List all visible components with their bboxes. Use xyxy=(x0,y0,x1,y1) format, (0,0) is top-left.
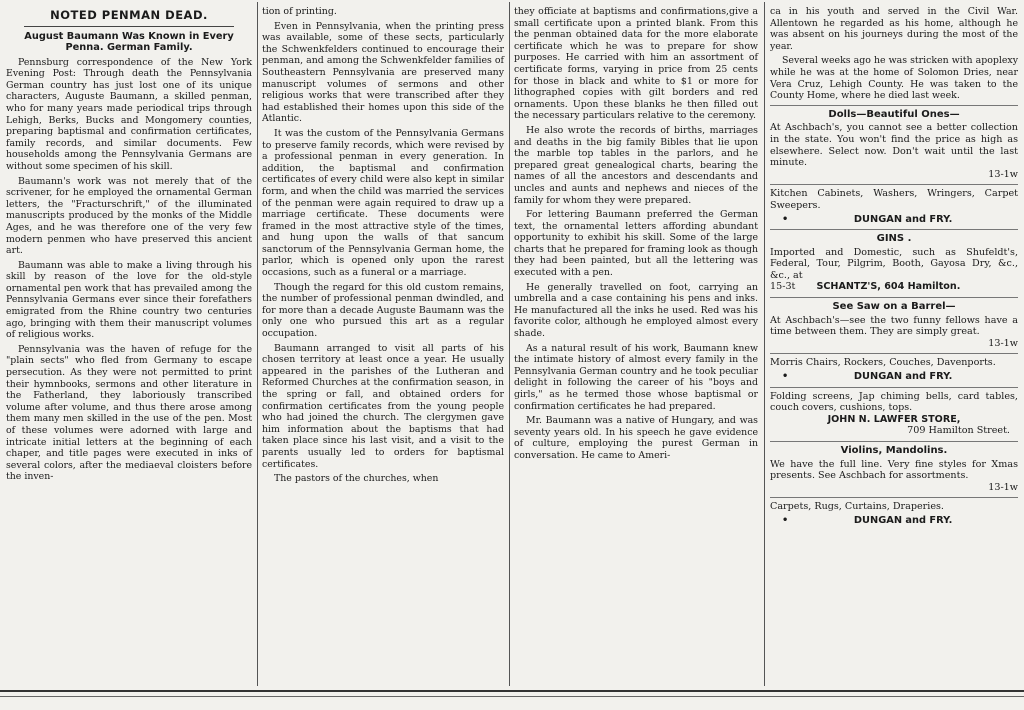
article-headline: NOTED PENMAN DEAD. xyxy=(50,8,208,22)
article-paragraph: they officiate at baptisms and confirmations,give a small certificate upon a printed blank. From this the penman obtained data for the more elaborate certificate which he was to prepare for show purposes. He carried with him an assortment of certificate forms, varying in price from 25 cents for those in black and white to $1 or more for lithographed copies with gilt borders and red ornaments. Upon these blanks he then filled out the necessary particulars relative to the ceremony. xyxy=(514,6,758,122)
ad-code: 13-1w xyxy=(988,481,1018,493)
ad-gins xyxy=(770,230,1018,298)
ad-signature xyxy=(770,371,1018,383)
article-paragraph: As a natural result of his work, Baumann knew the intimate history of almost every family in the Pennsylvania German country and he took peculiar delight in following the career of his "boys and girls," as he termed those whose baptismal or confirmation certificates he had prepared. xyxy=(514,342,758,412)
ad-text: We have the full line. Very fine styles for Xmas presents. See Aschbach for assortments. xyxy=(770,458,1018,482)
article-paragraph: Even in Pennsylvania, when the printing press was available, some of these sects, particularly the Schwenkfelders continued to encourage their penman, and among the Schwenkfelder families of Southeastern Pennsylvania are preserved many manuscript volumes of sermons and other religious works that were transcribed after they had established their homes upon this side of the Atlantic. xyxy=(262,20,504,125)
ad-morris xyxy=(770,354,1018,387)
article-paragraph: Baumann's work was not merely that of the scrivener, for he employed the ornamental German letters, the "Fracturschrift," of the illuminated manuscripts produced by the monks of the Middle Ages, and he was therefore one of the very few modern penmen who have preserved this ancient art. xyxy=(6,175,252,257)
ad-text: Imported and Domestic, such as Shufeldt's, Federal, Tour, Pilgrim, Booth, Gayosa Dry, &c., &c., at xyxy=(770,246,1018,281)
page-bottom-rule-thin xyxy=(0,696,1024,697)
article-paragraph: Several weeks ago he was stricken with apoplexy while he was at the home of Solomon Dries, near Vera Cruz, Lehigh County. He was taken to the County Home, where he died last week. xyxy=(770,55,1018,102)
ad-signature xyxy=(770,214,1018,226)
ad-carpets xyxy=(770,498,1018,530)
ad-store: JOHN N. LAWFER STORE, xyxy=(827,413,961,425)
ad-code: 13-1w xyxy=(988,337,1018,349)
ad-text: At Aschbach's—see the two funny fellows have a time between them. They are simply great. xyxy=(770,314,1018,338)
page-bottom-rule xyxy=(0,690,1024,692)
article-paragraph: For lettering Baumann preferred the German text, the ornamental letters affording abundant opportunity to exhibit his skill. Some of the large charts that he prepared for framing look as though they had been painted, but all the lettering was executed with a pen. xyxy=(514,209,758,279)
ad-store: SCHANTZ'S, 604 Hamilton. xyxy=(816,281,961,293)
ad-code: 13-1w xyxy=(988,168,1018,180)
ad-text: At Aschbach's, you cannot see a better collection in the state. You won't find the price as high as elsewhere. Select now. Don't wait until the last minute. xyxy=(770,122,1018,169)
article-paragraph: Pennsburg correspondence of the New York Evening Post: Through death the Pennsylvania German country has just lost one of its unique characters, Auguste Baumann, a skilled penman, who for many years made periodical trips through Lehigh, Berks, Bucks and Mongomery counties, preparing baptismal and confirmation certificates, family records, and similar documents. Few households among the Pennsylvania Germans are without some specimen of his skill. xyxy=(6,56,252,172)
article-paragraph: Baumann arranged to visit all parts of his chosen territory at least once a year. He usually appeared in the parishes of the Lutheran and Reformed Churches at the confirmation season, in the spring or fall, and obtained orders for confirmation certificates from the young people who had joined the church. The clergymen gave him information about the baptisms that had taken place since his last visit, and a visit to the parents usually led to orders for baptismal certificates. xyxy=(262,342,504,470)
column-rule xyxy=(764,2,765,686)
ad-signature-text: DUNGAN and FRY. xyxy=(853,371,953,383)
article-column-2 xyxy=(258,6,508,686)
ad-text: Kitchen Cabinets, Washers, Wringers, Carpet Sweepers. xyxy=(770,188,1018,211)
ad-signature xyxy=(770,515,1018,527)
ad-text: Carpets, Rugs, Curtains, Draperies. xyxy=(770,501,944,513)
article-column-3 xyxy=(510,6,762,686)
article-subhead: August Baumann Was Known in Every Penna. German Family. xyxy=(24,30,234,54)
article-paragraph: He generally travelled on foot, carrying an umbrella and a case containing his pens and inks. He manufactured all the inks he used. Red was his favorite color, although he employed almost every shade. xyxy=(514,281,758,340)
ad-kitchen xyxy=(770,185,1018,230)
ad-title: Dolls—Beautiful Ones— xyxy=(828,108,960,120)
article-paragraph: tion of printing. xyxy=(262,6,337,17)
bullet-icon: • xyxy=(782,371,789,383)
headline-rule xyxy=(24,26,234,27)
ad-title: See Saw on a Barrel— xyxy=(832,301,956,313)
bullet-icon: • xyxy=(782,213,789,225)
ad-text: Morris Chairs, Rockers, Couches, Davenports. xyxy=(770,357,996,369)
bullet-icon: • xyxy=(782,514,789,526)
article-paragraph: It was the custom of the Pennsylvania Germans to preserve family records, which were revised by a professional penman in every generation. In addition, the baptismal and confirmation certificates of every child were also kept in similar form, and when the child was married the services of the penman were again required to draw up a marriage certificate. These documents were framed in the most attractive style of the times, and hung upon the walls of that sancum sanctorum of the Pennsylvania German home, the parlor, which is opened only upon the rarest occasions, such as a funeral or a marriage. xyxy=(262,127,504,279)
ad-store-line xyxy=(770,281,1018,293)
ad-title: GINS . xyxy=(876,233,912,245)
ad-signature-text: DUNGAN and FRY. xyxy=(853,514,953,526)
ad-title: Violins, Mandolins. xyxy=(840,445,948,456)
article-paragraph: Baumann was able to make a living through his skill by reason of the love for the old-style ornamental pen work that has prevailed among the Pennsylvania Germans ever since their forefathers emigrated from the Rhine country two centuries ago, bringing with them their manuscript volumes of religious works. xyxy=(6,259,252,341)
ad-folding xyxy=(770,388,1018,442)
article-paragraph: Pennsylvania was the haven of refuge for the "plain sects" who fled from Germany to escape persecution. As they were not permitted to print their hymnbooks, sermons and other literature in the Fatherland, they laboriously transcribed volume after volume, and thus there arose among them many men skilled in the use of the pen. Most of these volumes were adorned with large and intricate initial letters at the beginning of each chaper, and title pages were executed in inks of several colors, after the mediaeval cloisters before the inven- xyxy=(6,343,252,483)
ad-text: Folding screens, Jap chiming bells, card tables, couch covers, cushions, tops. xyxy=(770,390,1018,414)
article-paragraph: ca in his youth and served in the Civil War. Allentown he regarded as his home, although he was absent on his journeys during the most of the year. xyxy=(770,6,1018,52)
article-column-4 xyxy=(766,6,1022,686)
ad-seesaw xyxy=(770,298,1018,354)
article-paragraph: Mr. Baumann was a native of Hungary, and was seventy years old. In his speech he gave evidence of culture, employing the purest German in conversation. He came to Ameri- xyxy=(514,415,758,461)
ad-signature-text: DUNGAN and FRY. xyxy=(853,213,953,225)
article-paragraph: The pastors of the churches, when xyxy=(274,473,439,485)
ad-violins xyxy=(770,442,1018,498)
article-column-1 xyxy=(2,6,256,686)
ad-address: 709 Hamilton Street. xyxy=(907,425,1010,437)
ad-dolls xyxy=(770,106,1018,186)
article-paragraph: He also wrote the records of births, marriages and deaths in the big family Bibles that lie upon the marble top tables in the parlors, and he prepared great genealogical charts, bearing the names of all the ancestors and descendants and uncles and aunts and nephews and nieces of the family for whom they were prepared. xyxy=(514,124,758,206)
article-paragraph: Though the regard for this old custom remains, the number of professional penman dwindled, and for more than a decade Auguste Baumann was the only one who pursued this art as a regular occupation. xyxy=(262,281,504,340)
ad-code: 15-3t xyxy=(770,281,796,293)
